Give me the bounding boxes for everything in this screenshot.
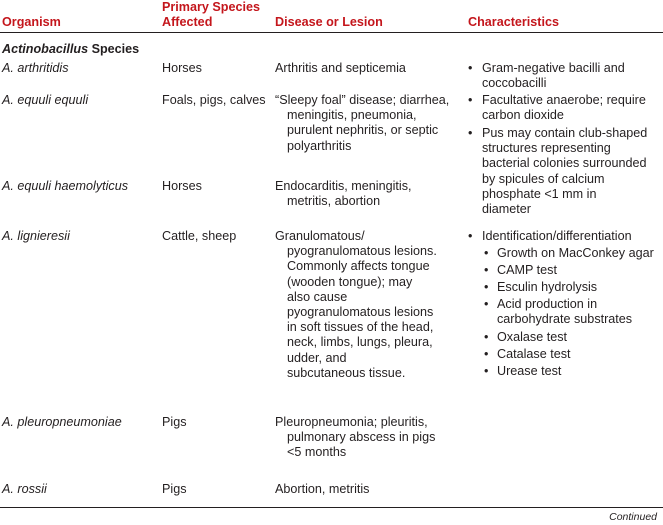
subtest-line: carbohydrate substrates: [497, 312, 633, 327]
header-organism: Organism: [2, 15, 61, 29]
subtest-line: Esculin hydrolysis: [497, 280, 598, 294]
bullet-icon: •: [484, 297, 489, 311]
characteristic-line: Gram-negative bacilli and: [482, 61, 625, 75]
disease-line: Pleuropneumonia; pleuritis,: [275, 415, 428, 429]
subtest-item: [484, 280, 660, 295]
row-species: Horses: [162, 179, 202, 193]
bullet-icon: •: [468, 93, 473, 107]
characteristic-line: bacterial colonies surrounded: [482, 156, 647, 171]
bullet-icon: •: [484, 364, 489, 378]
disease-line: Abortion, metritis: [275, 482, 370, 496]
characteristic-line: diameter: [482, 202, 531, 217]
subtest-line: Urease test: [497, 364, 562, 378]
characteristic-line: by spicules of calcium: [482, 171, 605, 186]
disease-line: also cause: [287, 289, 348, 304]
continued-note: Continued: [609, 511, 657, 523]
disease-line: Endocarditis, meningitis,: [275, 179, 412, 193]
characteristic-item: [468, 93, 658, 123]
bullet-icon: •: [468, 61, 473, 75]
bullet-icon: •: [468, 126, 473, 140]
header-rule: [0, 32, 663, 33]
characteristic-line: Facultative anaerobe; require: [482, 93, 646, 107]
row-disease: [275, 415, 465, 461]
characteristic-line: coccobacilli: [482, 76, 547, 91]
subtest-item: [484, 347, 660, 362]
characteristic-line: phosphate <1 mm in: [482, 186, 597, 201]
characteristic-line: Pus may contain club-shaped: [482, 126, 648, 140]
bullet-icon: •: [468, 229, 473, 243]
table-bottom-rule: [0, 507, 663, 508]
disease-line: pyogranulomatous lesions: [287, 305, 434, 320]
header-primary-species: [162, 0, 260, 30]
disease-line: subcutaneous tissue.: [287, 365, 406, 380]
header-disease: Disease or Lesion: [275, 15, 383, 29]
row-disease: [275, 482, 465, 497]
bullet-icon: •: [484, 246, 489, 260]
row-disease: [275, 179, 465, 209]
row-organism: A. pleuropneumoniae: [2, 415, 122, 429]
bullet-icon: •: [484, 280, 489, 294]
disease-line: pulmonary abscess in pigs: [287, 430, 436, 445]
subtest-line: Catalase test: [497, 347, 571, 361]
row-species: Pigs: [162, 482, 187, 496]
row-organism: A. lignieresii: [2, 229, 70, 243]
subtest-item: [484, 297, 660, 327]
disease-line: purulent nephritis, or septic: [287, 123, 439, 138]
disease-line: neck, limbs, lungs, pleura,: [287, 335, 433, 350]
row-species: Horses: [162, 61, 202, 75]
subtest-item: [484, 364, 660, 379]
bullet-icon: •: [484, 263, 489, 277]
disease-line: meningitis, pneumonia,: [287, 108, 417, 123]
subtest-line: Acid production in: [497, 297, 598, 311]
row-species: Pigs: [162, 415, 187, 429]
row-disease: [275, 93, 465, 154]
section-genus: Actinobacillus: [2, 42, 89, 56]
disease-line: Granulomatous/: [275, 229, 365, 243]
disease-line: “Sleepy foal” disease; diarrhea,: [275, 93, 450, 107]
disease-line: udder, and: [287, 350, 347, 365]
characteristic-item: [468, 126, 658, 217]
subtest-line: Oxalase test: [497, 330, 567, 344]
bullet-icon: •: [484, 330, 489, 344]
header-primary-species-line2: Affected: [162, 15, 213, 30]
subtest-line: Growth on MacConkey agar: [497, 246, 654, 260]
row-species: Cattle, sheep: [162, 229, 237, 243]
header-primary-species-line1: Primary Species: [162, 0, 261, 14]
characteristic-line: structures representing: [482, 141, 611, 156]
row-organism: A. arthritidis: [2, 61, 69, 75]
row-species: Foals, pigs, calves: [162, 93, 266, 107]
header-characteristics: Characteristics: [468, 15, 560, 29]
subtest-item: [484, 263, 660, 278]
row-organism: A. equuli equuli: [2, 93, 89, 107]
section-suffix: Species: [88, 42, 140, 56]
row-organism: A. rossii: [2, 482, 47, 496]
row-disease: [275, 229, 465, 381]
row-organism: A. equuli haemolyticus: [2, 179, 129, 193]
subtest-item: [484, 330, 660, 345]
subtest-item: [484, 246, 660, 261]
subtest-line: CAMP test: [497, 263, 557, 277]
disease-line: metritis, abortion: [287, 194, 381, 209]
disease-line: in soft tissues of the head,: [287, 320, 434, 335]
bullet-icon: •: [484, 347, 489, 361]
disease-line: <5 months: [287, 445, 347, 460]
characteristic-line: Identification/differentiation: [482, 229, 632, 243]
disease-line: Arthritis and septicemia: [275, 61, 406, 75]
disease-line: pyogranulomatous lesions.: [287, 244, 437, 259]
disease-line: Commonly affects tongue: [287, 259, 430, 274]
row-disease: [275, 61, 465, 76]
characteristic-item: [468, 229, 658, 244]
characteristic-item: [468, 61, 658, 91]
disease-line: polyarthritis: [287, 138, 352, 153]
disease-line: (wooden tongue); may: [287, 274, 413, 289]
characteristic-line: carbon dioxide: [482, 108, 564, 123]
section-title: [2, 42, 139, 57]
